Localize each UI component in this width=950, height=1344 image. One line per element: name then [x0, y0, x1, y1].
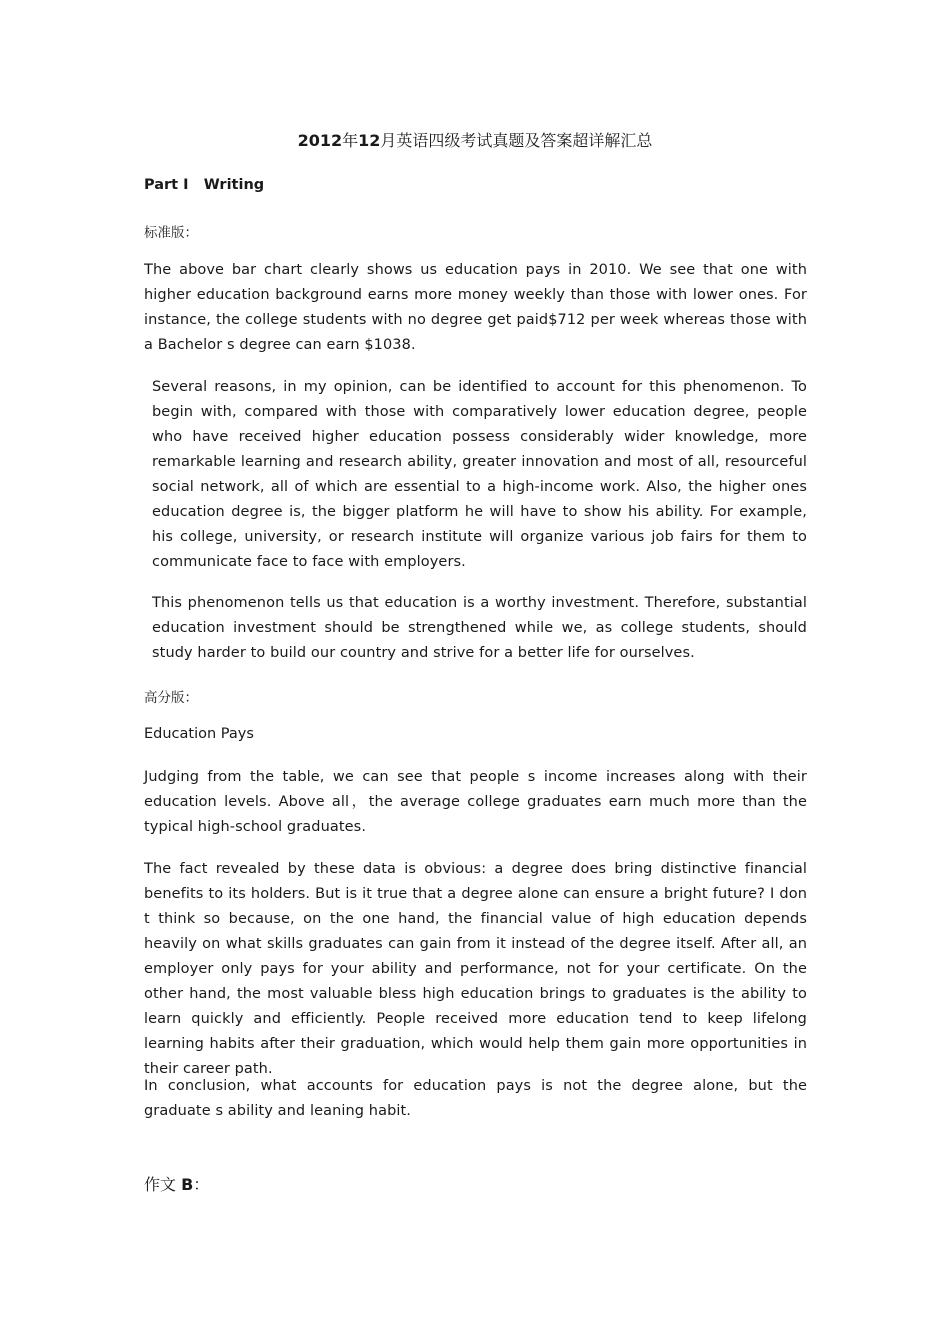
high-score-paragraph: The fact revealed by these data is obvious: a degree does bring distinctive financial benefits to its holders. But is it true that a degree alone can ensure a bright future? I don t think so because, on the one hand, the financial value of high education depends heavily on what skills graduates can gain from it instead of the degree itself. After all, an employer only pays for your ability and performance, not for your certificate. On the other hand, the most valuable bless high education brings to graduates is the ability to learn quickly and efficiently. People received more education tend to keep lifelong learning habits after their graduation, which would help them gain more opportunities in their career path.	[144, 861, 807, 1077]
part-heading: Part I Writing	[144, 177, 265, 193]
standard-paragraph: The above bar chart clearly shows us education pays in 2010. We see that one with higher education background earns more money weekly than those with lower ones. For instance, the college students with no degree get paid$712 per week whereas those with a Bachelor s degree can earn $1038.	[144, 262, 807, 353]
high-score-paragraph: In conclusion, what accounts for education pays is not the degree alone, but the graduate s ability and leaning habit.	[144, 1078, 807, 1119]
essay-b-heading: 作文 B：	[144, 1175, 210, 1194]
standard-paragraph: This phenomenon tells us that education is a worthy investment. Therefore, substantial education investment should be strengthened while we, as college students, should study harder to build our country and strive for a better life for ourselves.	[152, 595, 807, 661]
document-title: 2012年12月英语四级考试真题及答案超详解汇总	[297, 131, 653, 150]
high-score-paragraph: Judging from the table, we can see that people s income increases along with their education levels. Above all，the average college graduates earn much more than the typical high-school graduates.	[144, 769, 807, 835]
standard-version-label: 标准版：	[144, 225, 198, 241]
high-score-version-label: 高分版：	[144, 690, 198, 706]
essay-title: Education Pays	[144, 726, 254, 742]
standard-paragraph: Several reasons, in my opinion, can be identified to account for this phenomenon. To begin with, compared with those with comparatively lower education degree, people who have received higher education possess considerably wider knowledge, more remarkable learning and research ability, greater innovation and most of all, resourceful social network, all of which are essential to a high-income work. Also, the higher ones education degree is, the bigger platform he will have to show his ability. For example, his college, university, or research institute will organize various job fairs for them to communicate face to face with employers.	[152, 379, 807, 570]
